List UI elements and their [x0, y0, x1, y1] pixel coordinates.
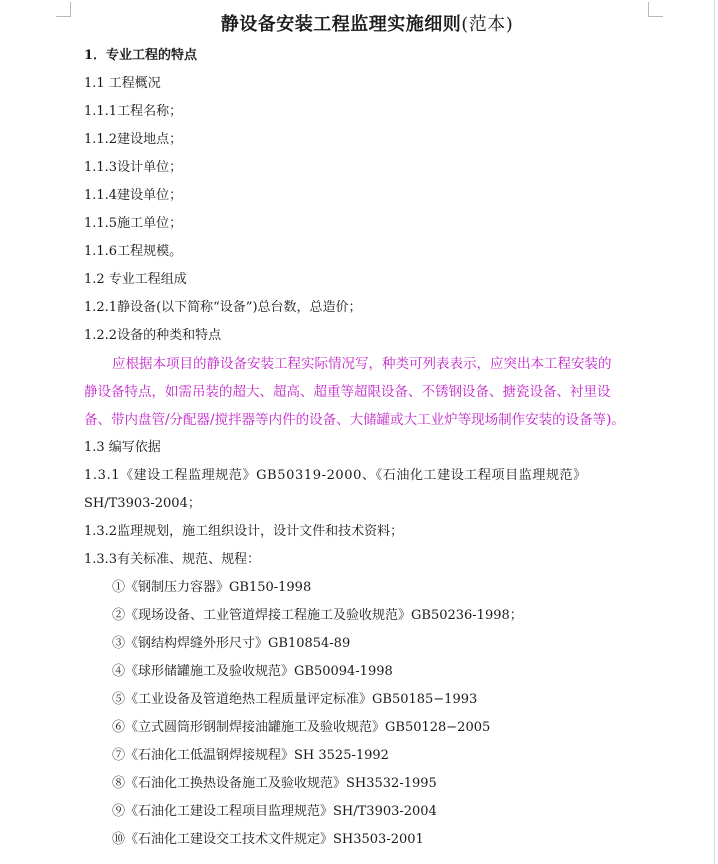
standard-item: ③《钢结构焊缝外形尺寸》GB10854-89	[112, 636, 351, 651]
title-main: 静设备安装工程监理实施细则	[220, 14, 462, 35]
guidance-note-line: 备、带内盘管/分配器/搅拌器等内件的设备、大储罐或大工业炉等现场制作安装的设备等)。	[84, 412, 625, 428]
item-1-1-2: 1.1.2建设地点；	[84, 132, 183, 147]
standard-item: ⑨《石油化工建设工程项目监理规范》SH/T3903-2004	[112, 804, 437, 819]
item-1-1-6: 1.1.6工程规模。	[84, 244, 183, 259]
standard-item: ①《钢制压力容器》GB150-1998	[112, 580, 312, 595]
item-1-1-5: 1.1.5施工单位；	[84, 216, 183, 231]
section-heading-1-2: 1.2 专业工程组成	[84, 272, 187, 287]
section-heading-1: 1．专业工程的特点	[84, 48, 198, 63]
standard-item: ⑤《工业设备及管道绝热工程质量评定标准》GB50185−1993	[112, 692, 478, 707]
crop-mark-top-right	[648, 2, 663, 17]
standard-item: ④《球形储罐施工及验收规范》GB50094-1998	[112, 664, 393, 679]
title-suffix: (范本)	[461, 14, 514, 35]
item-1-3-2: 1.3.2监理规划，施工组织设计，设计文件和技术资料；	[84, 524, 404, 539]
guidance-note	[84, 350, 650, 434]
standard-item: ⑩《石油化工建设交工技术文件规定》SH3503-2001	[112, 832, 424, 847]
guidance-note-line: 静设备特点，如需吊装的超大、超高、超重等超限设备、不锈钢设备、搪瓷设备、衬里设	[84, 384, 611, 400]
item-1-2-2: 1.2.2设备的种类和特点	[84, 328, 222, 343]
document-title	[84, 10, 650, 40]
item-1-2-1: 1.2.1静设备(以下简称“设备”)总台数，总造价；	[84, 300, 362, 315]
guidance-note-line: 应根据本项目的静设备安装工程实际情况写，种类可列表表示，应突出本工程安装的	[112, 356, 612, 372]
item-1-1-1: 1.1.1工程名称；	[84, 104, 183, 119]
item-1-3-1-line: 1.3.1《建设工程监理规范》GB50319-2000、《石油化工建设工程项目监理规范》	[84, 468, 587, 483]
section-heading-1-1: 1.1 工程概况	[84, 76, 161, 91]
standard-item: ⑧《石油化工换热设备施工及验收规范》SH3532-1995	[112, 776, 437, 791]
page-edge	[714, 0, 715, 864]
section-heading-1-3: 1.3 编写依据	[84, 440, 161, 455]
item-1-1-4: 1.1.4建设单位；	[84, 188, 183, 203]
standard-item: ⑦《石油化工低温钢焊接规程》SH 3525-1992	[112, 748, 389, 763]
standard-item: ⑥《立式圆筒形钢制焊接油罐施工及验收规范》GB50128−2005	[112, 720, 491, 735]
crop-mark-top-left	[56, 2, 71, 17]
item-1-1-3: 1.1.3设计单位；	[84, 160, 183, 175]
item-1-3-3: 1.3.3有关标准、规范、规程：	[84, 552, 261, 567]
standard-item: ②《现场设备、工业管道焊接工程施工及验收规范》GB50236-1998；	[112, 608, 523, 623]
item-1-3-1	[84, 462, 650, 518]
item-1-3-1-line: SH/T3903-2004；	[84, 496, 201, 511]
document-page	[84, 10, 650, 854]
